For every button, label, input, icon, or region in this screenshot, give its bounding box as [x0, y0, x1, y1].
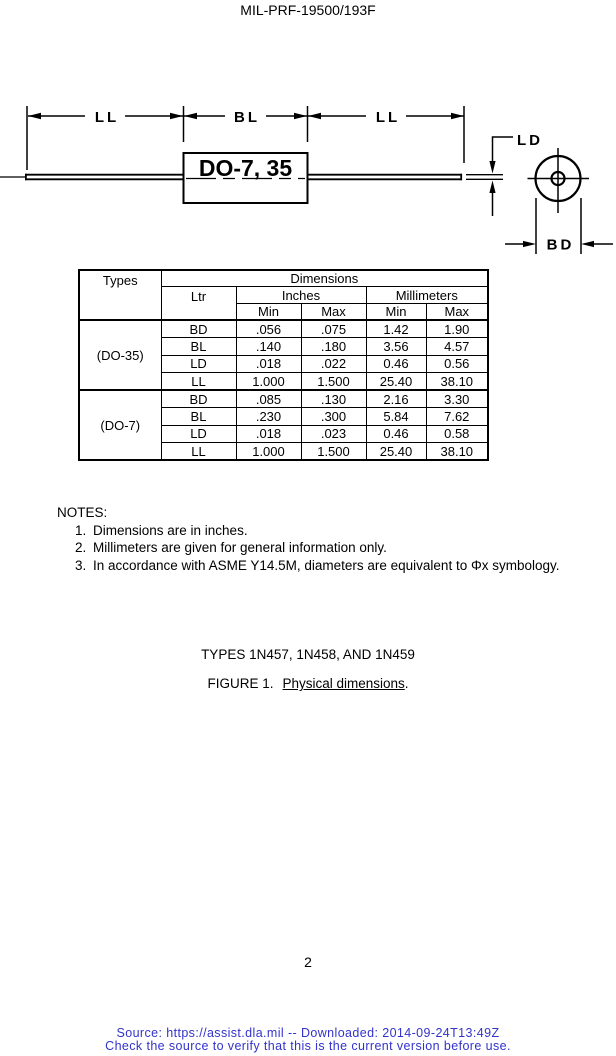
note-item — [75, 522, 560, 540]
cell: .230 — [236, 408, 301, 426]
header-inches-min: Min — [236, 304, 301, 321]
cell: 38.10 — [426, 373, 488, 391]
cell: 0.56 — [426, 355, 488, 373]
note-item — [75, 557, 560, 575]
lead-left — [25, 174, 184, 180]
figure-caption-prefix: FIGURE 1. — [207, 676, 274, 691]
note-text: Millimeters are given for general information only. — [93, 540, 387, 555]
lead-diameter-label: LD — [517, 132, 543, 149]
cell: .130 — [301, 390, 366, 408]
dimensions-table — [78, 269, 489, 461]
cell: 1.500 — [301, 373, 366, 391]
note-text: In accordance with ASME Y14.5M, diameters are equivalent to Φx symbology. — [93, 557, 560, 573]
cell: .300 — [301, 408, 366, 426]
cell: .140 — [236, 338, 301, 356]
lead-diameter-arrows — [489, 161, 495, 193]
note-number: 3. — [75, 557, 87, 573]
cell: 1.500 — [301, 443, 366, 461]
cell: BD — [161, 390, 236, 408]
header-ltr: Ltr — [161, 287, 236, 321]
header-dimensions: Dimensions — [161, 270, 488, 287]
cell: BL — [161, 338, 236, 356]
header-millimeters: Millimeters — [366, 287, 488, 304]
document-title: MIL-PRF-19500/193F — [240, 2, 376, 18]
lead-diameter-leader — [493, 137, 514, 162]
cell: 38.10 — [426, 443, 488, 461]
body-length-label: BL — [234, 109, 260, 126]
cell: 0.46 — [366, 425, 426, 443]
lead-length-right-label: LL — [375, 109, 401, 126]
cell: 5.84 — [366, 408, 426, 426]
type-do7: (DO-7) — [79, 390, 161, 460]
cell: .018 — [236, 355, 301, 373]
cell: 3.30 — [426, 390, 488, 408]
cell: 25.40 — [366, 373, 426, 391]
cell: 0.46 — [366, 355, 426, 373]
header-mm-max: Max — [426, 304, 488, 321]
note-number: 1. — [75, 522, 87, 538]
figure-caption-title: Physical dimensions — [282, 676, 405, 691]
cell: 1.000 — [236, 373, 301, 391]
cell: LD — [161, 355, 236, 373]
header-types: Types — [79, 270, 161, 320]
cell: .022 — [301, 355, 366, 373]
cell: 1.90 — [426, 320, 488, 338]
lead-edge-extension-lines — [466, 175, 503, 180]
type-do35: (DO-35) — [79, 320, 161, 390]
header-inches: Inches — [236, 287, 366, 304]
cell: LD — [161, 425, 236, 443]
cell: .056 — [236, 320, 301, 338]
footer-source-line: Source: https://assist.dla.mil -- Downloaded: 2014-09-24T13:49Z — [116, 1026, 500, 1040]
table-row — [79, 390, 488, 408]
cell: .018 — [236, 425, 301, 443]
lead-length-left-label: LL — [94, 109, 120, 126]
table-row — [79, 320, 488, 338]
page-number: 2 — [304, 954, 312, 970]
notes-heading: NOTES: — [57, 505, 108, 520]
cell: 7.62 — [426, 408, 488, 426]
cell: .023 — [301, 425, 366, 443]
note-item — [75, 539, 560, 557]
notes-section — [57, 504, 560, 574]
header-inches-max: Max — [301, 304, 366, 321]
cell: BL — [161, 408, 236, 426]
cell: 2.16 — [366, 390, 426, 408]
body-diameter-label: BD — [546, 236, 575, 254]
types-line: TYPES 1N457, 1N458, AND 1N459 — [201, 647, 415, 662]
cell: 3.56 — [366, 338, 426, 356]
cell: LL — [161, 373, 236, 391]
cell: 1.42 — [366, 320, 426, 338]
diode-body-label: DO-7, 35 — [198, 155, 293, 181]
source-footer — [0, 1027, 616, 1053]
cell: .180 — [301, 338, 366, 356]
figure-caption — [0, 676, 616, 691]
cell: .075 — [301, 320, 366, 338]
note-number: 2. — [75, 540, 87, 555]
header-mm-min: Min — [366, 304, 426, 321]
cell: 4.57 — [426, 338, 488, 356]
figure-caption-period: . — [404, 676, 409, 691]
cell: 0.58 — [426, 425, 488, 443]
note-text: Dimensions are in inches. — [93, 522, 248, 538]
cell: .085 — [236, 390, 301, 408]
footer-warning-line: Check the source to verify that this is the current version before use. — [105, 1039, 511, 1053]
cell: LL — [161, 443, 236, 461]
lead-right — [307, 174, 462, 180]
cell: BD — [161, 320, 236, 338]
cell: 1.000 — [236, 443, 301, 461]
cell: 25.40 — [366, 443, 426, 461]
physical-dimensions-diagram — [0, 95, 616, 270]
